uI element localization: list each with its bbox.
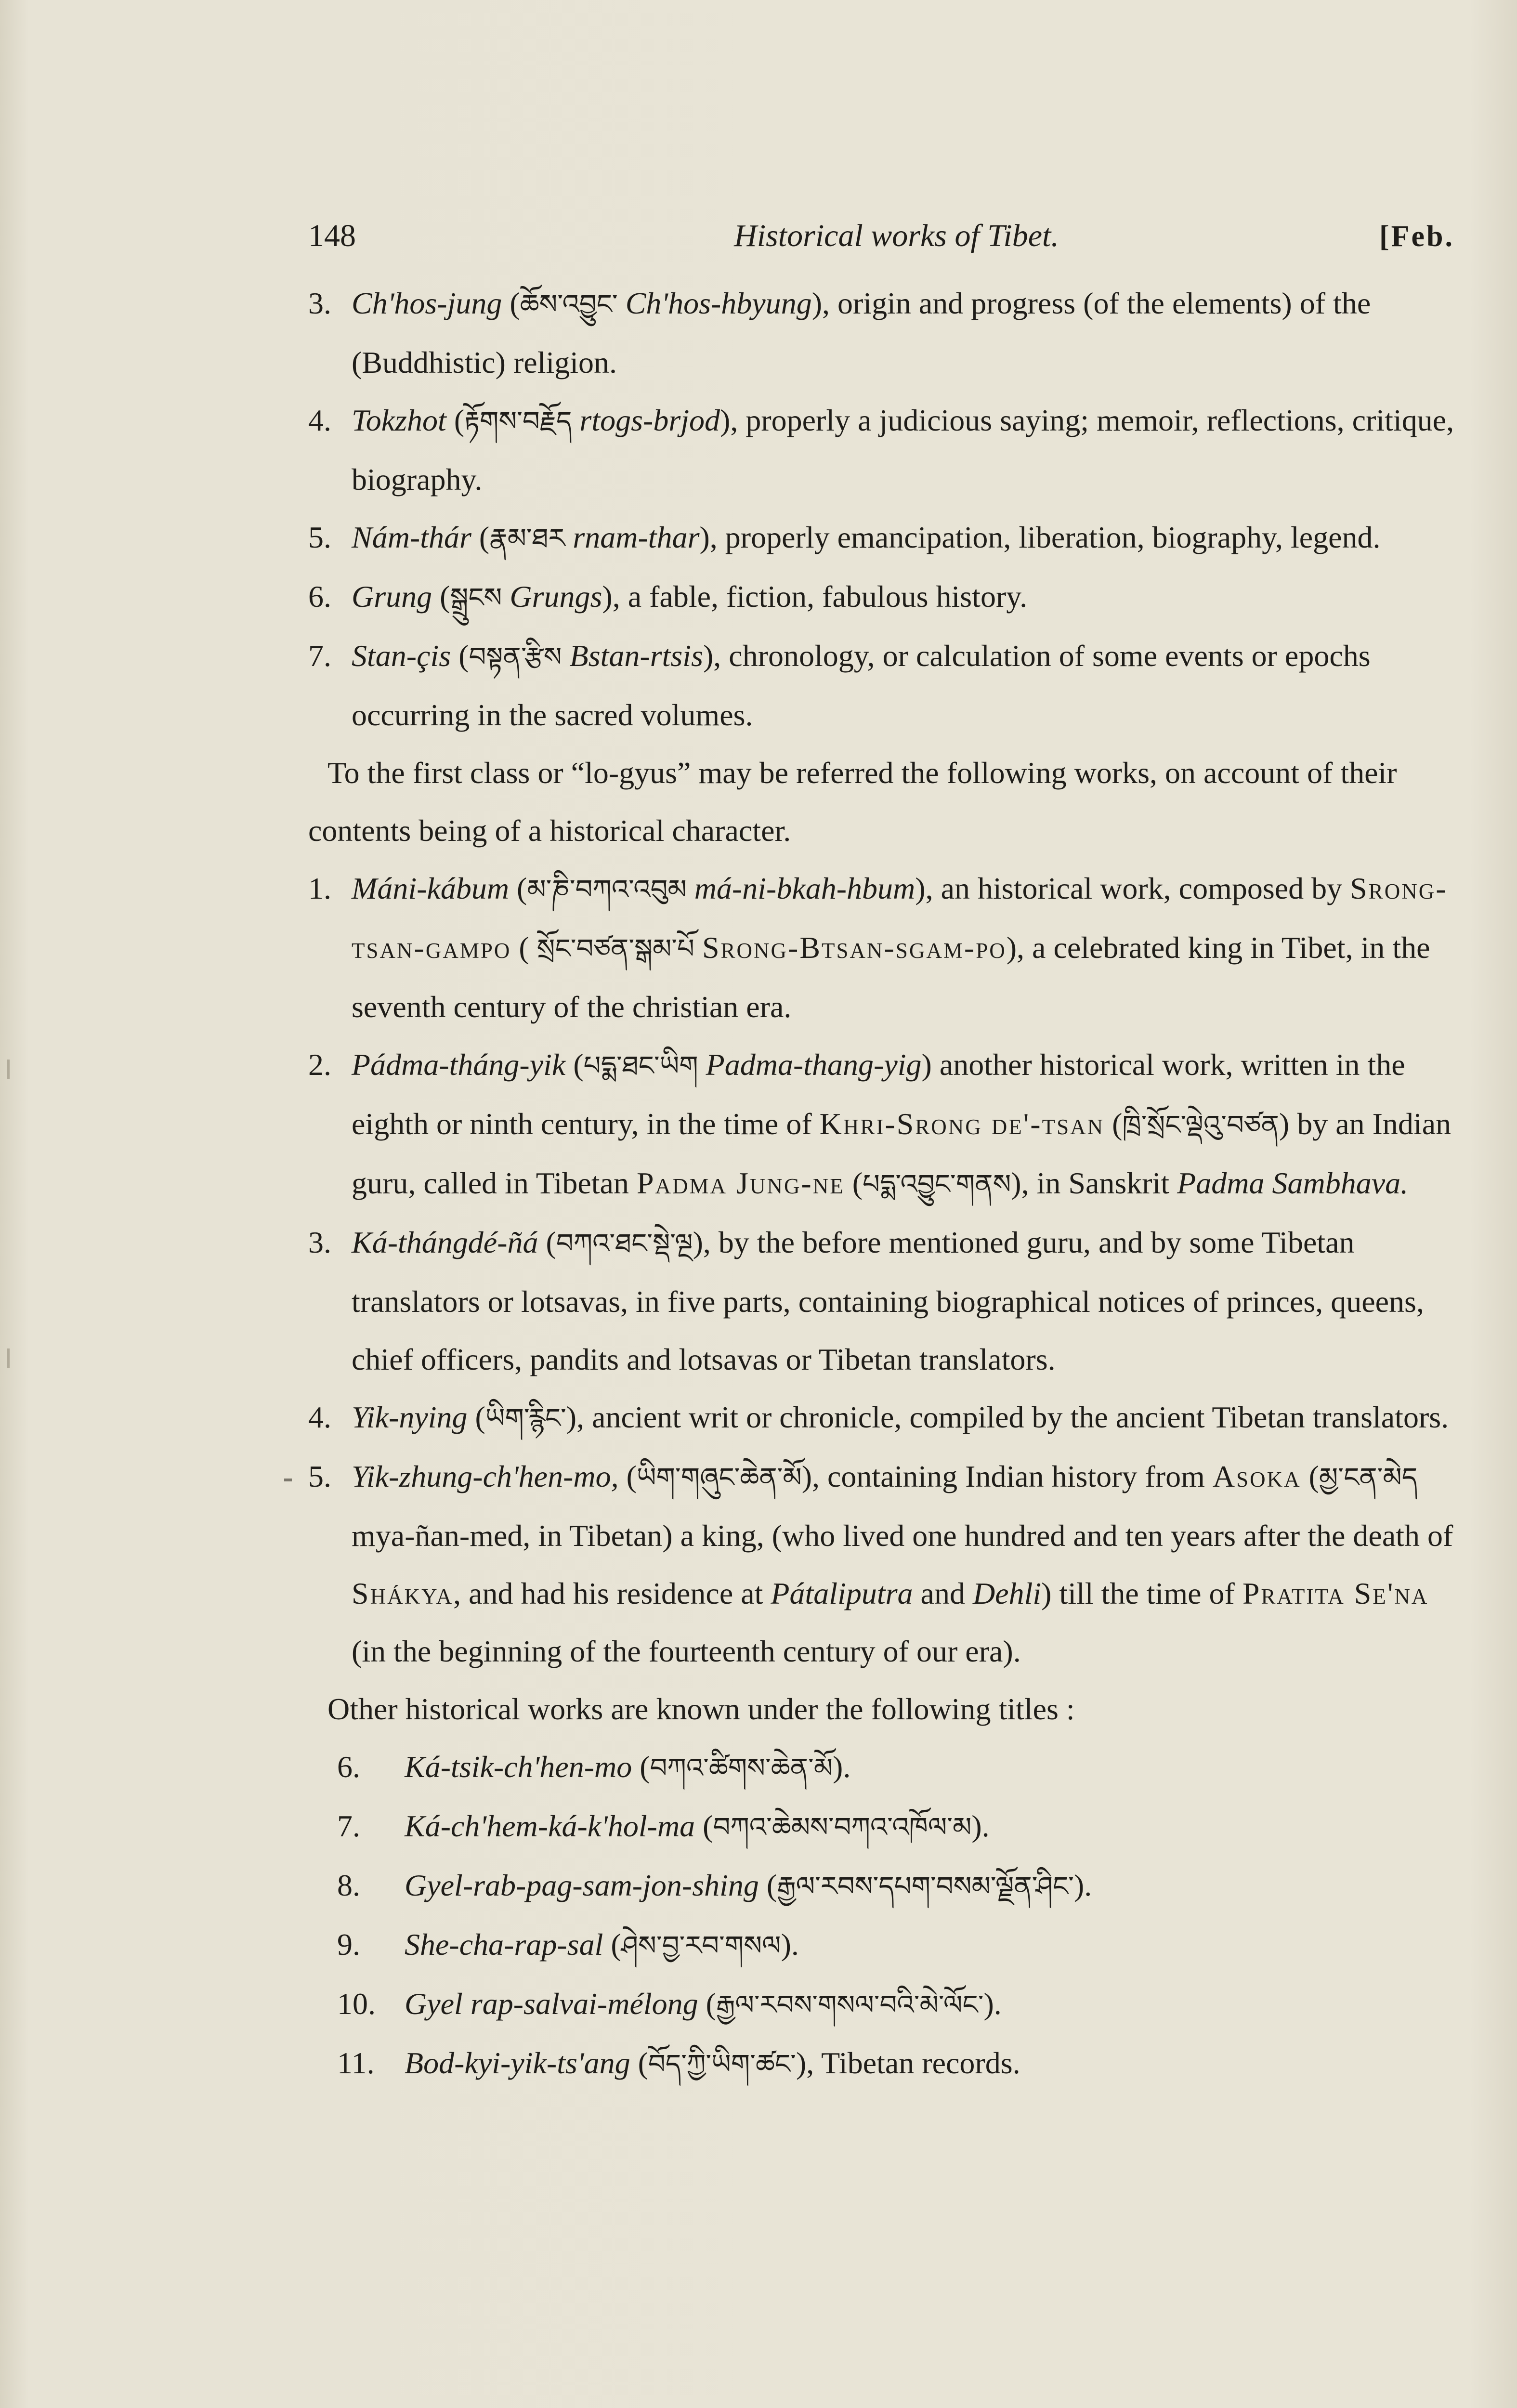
running-header (308, 207, 1454, 270)
list-item: 11. Bod-kyi-yik-ts'ang (བོད་ཀྱི་ཡིག་ཚང་), Tibetan records. (337, 2046, 1020, 2080)
work-entry: 3. Ká-thángdé-ñá (བཀའ་ཐང་སྡེ་ལྔ), by the before mentioned guru, and by some Tibetan translators or lotsavas, in five parts, containing biographical notices of princes, queens, chief officers, pandits and lotsavas or Tibetan translators. (308, 1225, 1424, 1376)
entry: 6. Grung (སྒྲུངས Grungs), a fable, fiction, fabulous history. (308, 579, 1028, 614)
other-works-intro: Other historical works are known under the following titles : (327, 1692, 1075, 1726)
margin-mark (7, 1348, 10, 1368)
list-item: 7. Ká-ch'hem-ká-k'hol-ma (བཀའ་ཆེམས་བཀའ་འཁོལ་མ). (337, 1809, 990, 1843)
intro-paragraph: To the first class or “lo-gyus” may be referred the following works, on account of their contents being of a historical character. (308, 756, 1397, 848)
page-content (308, 207, 1454, 2094)
entry: 3. Ch'hos-jung (ཆོས་འབྱུང་ Ch'hos-hbyung), origin and progress (of the elements) of the (Buddhistic) religion. (308, 286, 1371, 380)
list-item: 6. Ká-tsik-ch'hen-mo (བཀའ་ཚིགས་ཆེན་མོ). (337, 1750, 851, 1784)
list-item: 10. Gyel rap-salvai-mélong (རྒྱལ་རབས་གསལ་བའི་མེ་ལོང་). (337, 1987, 1002, 2021)
work-entry: 4. Yik-nying (ཡིག་རྙིང་), ancient writ or chronicle, compiled by the ancient Tibetan translators. (308, 1400, 1449, 1434)
entry: 5. Nám-thár (རྣམ་ཐར rnam-thar), properly emancipation, liberation, biography, legend. (308, 520, 1381, 554)
running-title: Historical works of Tibet. (734, 218, 1059, 253)
margin-mark (7, 1060, 10, 1079)
list-item: 9. She-cha-rap-sal (ཤེས་བྱ་རབ་གསལ). (337, 1927, 799, 1962)
other-titles-list (308, 1738, 1454, 2094)
margin-mark (284, 1479, 292, 1481)
list-item: 8. Gyel-rab-pag-sam-jon-shing (རྒྱལ་རབས་དཔག་བསམ་ལྗོན་ཤིང་). (337, 1868, 1092, 1902)
entry: 4. Tokzhot (རྟོགས་བརྗོད rtogs-brjod), properly a judicious saying; memoir, reflections, critique, biography. (308, 403, 1454, 497)
work-entry: 1. Máni-kábum (མ་ཎི་བཀའ་འབུམ má-ni-bkah-hbum), an historical work, composed by Srong-tsan-gampo ( སྲོང་བཙན་སྒམ་པོ Srong-Btsan-sgam-po), a celebrated king in Tibet, in the seventh century of the christian era. (308, 871, 1448, 1024)
work-entry: 5. Yik-zhung-ch'hen-mo, (ཡིག་གཞུང་ཆེན་མོ), containing Indian history from Asoka (མྱ་ངན་མེད mya-ñan-med, in Tibetan) a king, (who lived one hundred and ten years after the death of Shákya, and had his residence at Pátaliputra and Dehli) till the time of Pratita Se'na (in the beginning of the fourteenth century of our era). (308, 1459, 1453, 1668)
page-number: 148 (308, 218, 356, 253)
header-month: [Feb. (1379, 220, 1454, 253)
work-entry: 2. Pádma-tháng-yik (པདྨ་ཐང་ཡིག Padma-thang-yig) another historical work, written in the eighth or ninth century, in the time of Khri-Srong de'-tsan (ཁྲི་སྲོང་ལྡེའུ་བཙན) by an Indian guru, called in Tibetan Padma Jung-ne (པདྨ་འབྱུང་གནས), in Sanskrit Padma Sambhava. (308, 1047, 1452, 1200)
entry: 7. Stan-çis (བསྟན་རྩིས Bstan-rtsis), chronology, or calculation of some events or epochs occurring in the sacred volumes. (308, 639, 1371, 732)
